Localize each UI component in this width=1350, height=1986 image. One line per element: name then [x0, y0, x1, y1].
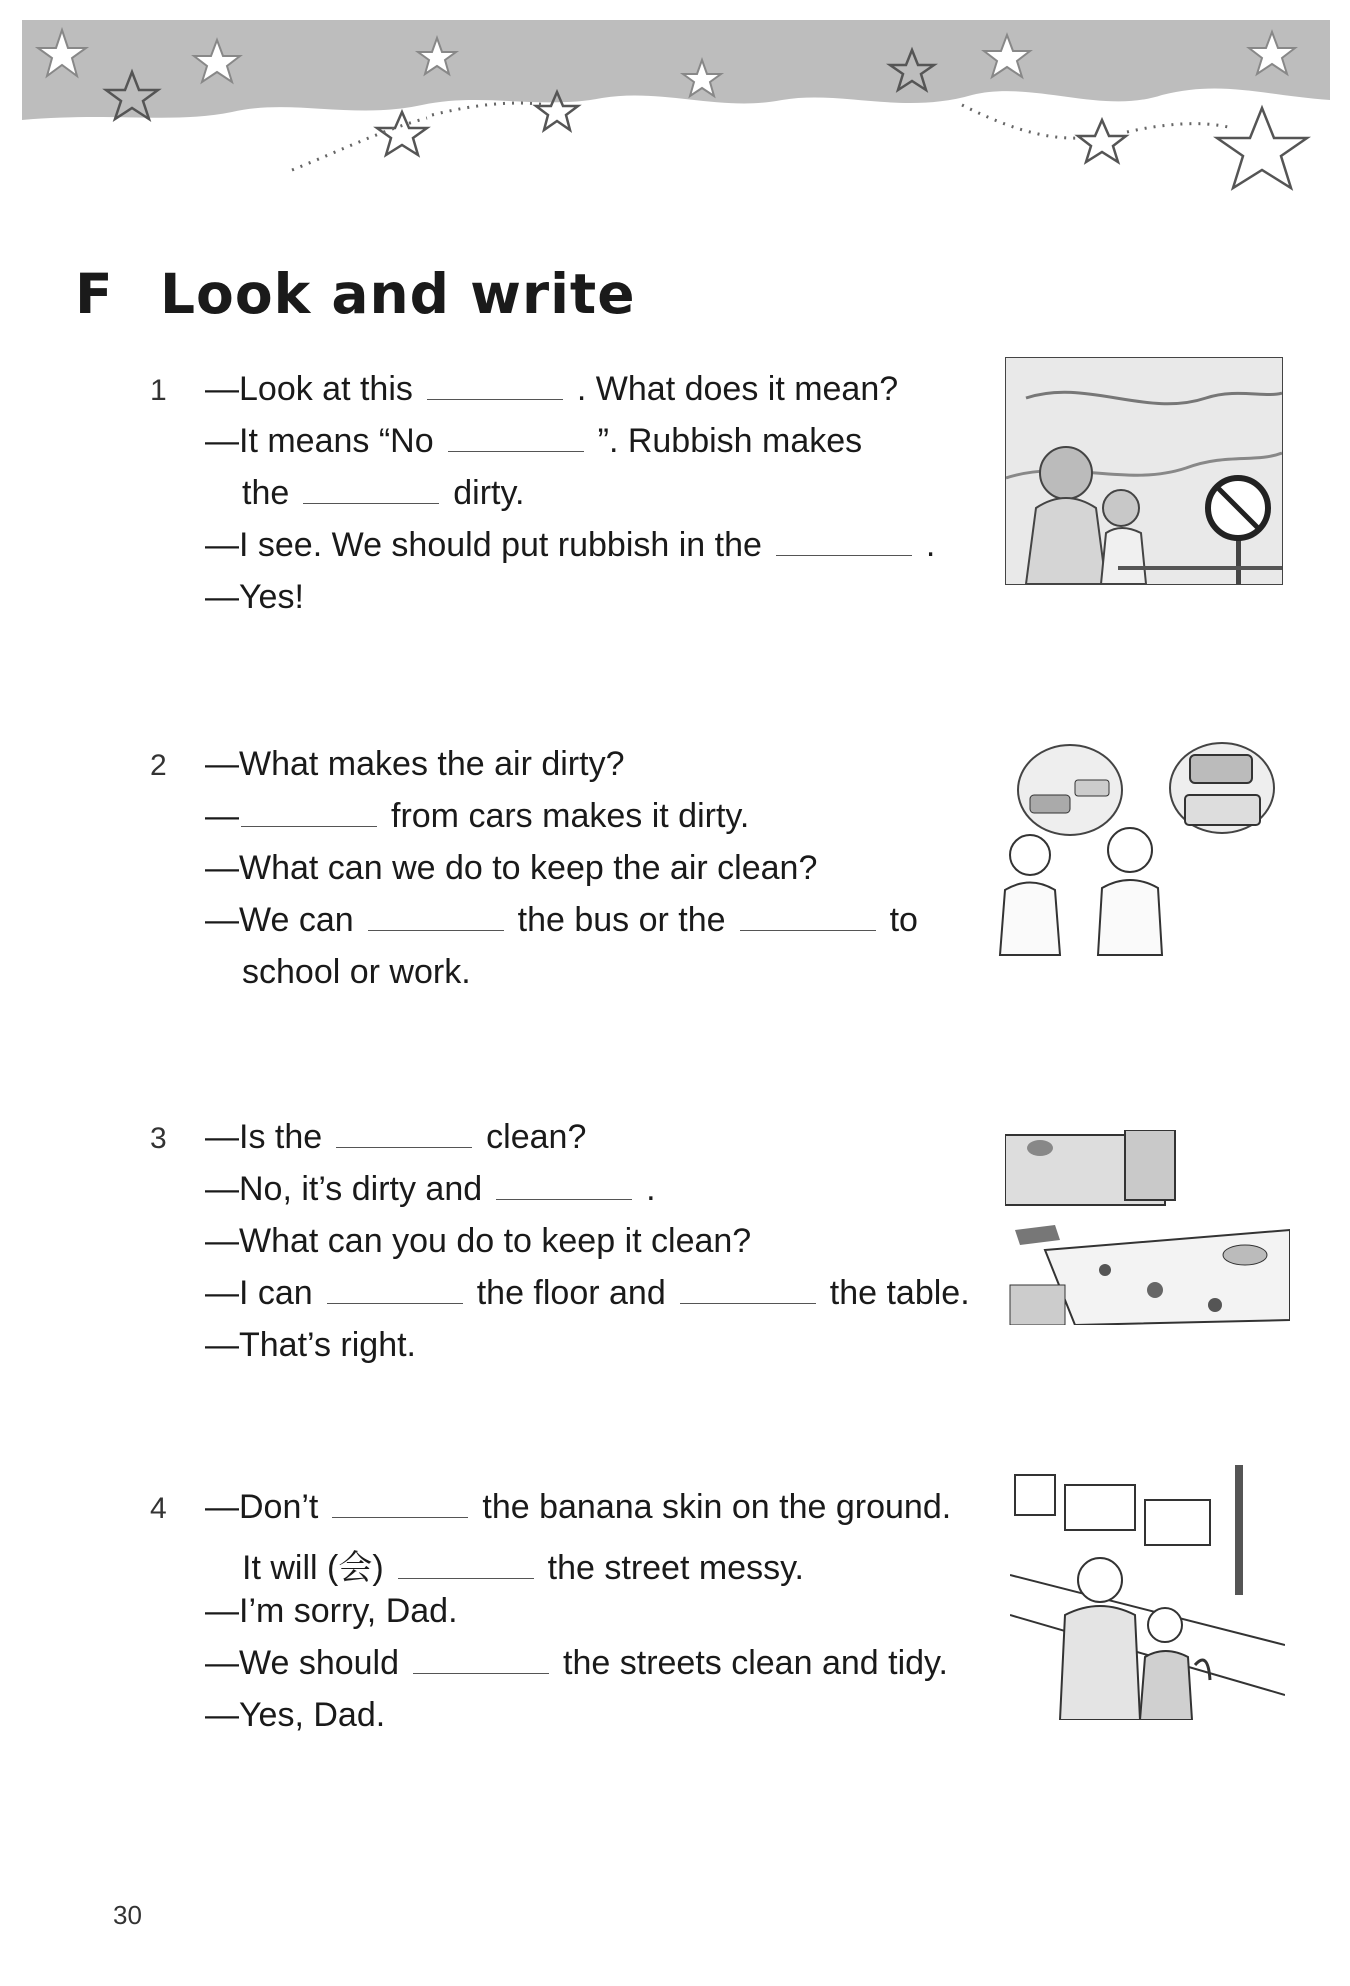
answer-blank[interactable] — [448, 450, 584, 452]
page-number: 30 — [113, 1900, 142, 1930]
answer-blank[interactable] — [413, 1672, 549, 1674]
answer-blank[interactable] — [327, 1302, 463, 1304]
star-banner-decoration — [22, 20, 1330, 210]
answer-blank[interactable] — [303, 502, 439, 504]
answer-blank[interactable] — [680, 1302, 816, 1304]
dialogue-line: —I’m sorry, Dad. — [205, 1592, 458, 1630]
dialogue-line: —What can we do to keep the air clean? — [205, 849, 818, 887]
dialogue-line: —No, it’s dirty and . — [205, 1170, 656, 1208]
dialogue-line: —It means “No ”. Rubbish makes — [205, 422, 863, 460]
answer-blank[interactable] — [740, 929, 876, 931]
answer-blank[interactable] — [398, 1577, 534, 1579]
messy-kitchen-illustration — [1005, 1130, 1290, 1325]
answer-blank[interactable] — [496, 1198, 632, 1200]
father-son-banana-street-illustration — [1010, 1465, 1285, 1720]
dialogue-line: —What makes the air dirty? — [205, 745, 625, 783]
children-thinking-bus-train-illustration — [990, 740, 1290, 960]
dialogue-line: —Yes, Dad. — [205, 1696, 386, 1734]
dialogue-line: It will (会) the street messy. — [242, 1549, 805, 1587]
exercise-number: 1 — [150, 374, 167, 407]
dialogue-line: the dirty. — [242, 474, 525, 512]
park-no-littering-sign-illustration — [1005, 357, 1283, 585]
answer-blank[interactable] — [332, 1516, 468, 1518]
dialogue-line: — from cars makes it dirty. — [205, 797, 750, 835]
dialogue-line: —Yes! — [205, 578, 304, 616]
exercise-number: 2 — [150, 749, 167, 782]
answer-blank[interactable] — [427, 398, 563, 400]
dialogue-line: —Is the clean? — [205, 1118, 587, 1156]
dialogue-line: —Don’t the banana skin on the ground. — [205, 1488, 952, 1526]
section-heading — [75, 262, 636, 326]
dialogue-line: —Look at this . What does it mean? — [205, 370, 899, 408]
dialogue-line: —That’s right. — [205, 1326, 417, 1364]
exercise-number: 4 — [150, 1492, 167, 1525]
dialogue-line: school or work. — [242, 953, 471, 991]
answer-blank[interactable] — [241, 825, 377, 827]
section-letter: F — [75, 262, 114, 326]
answer-blank[interactable] — [776, 554, 912, 556]
answer-blank[interactable] — [336, 1146, 472, 1148]
dialogue-line: —What can you do to keep it clean? — [205, 1222, 752, 1260]
dialogue-line: —We can the bus or the to — [205, 901, 918, 939]
dialogue-line: —We should the streets clean and tidy. — [205, 1644, 948, 1682]
section-title: Look and write — [160, 262, 636, 326]
answer-blank[interactable] — [368, 929, 504, 931]
exercise-number: 3 — [150, 1122, 167, 1155]
dialogue-line: —I can the floor and the table. — [205, 1274, 970, 1312]
dialogue-line: —I see. We should put rubbish in the . — [205, 526, 936, 564]
